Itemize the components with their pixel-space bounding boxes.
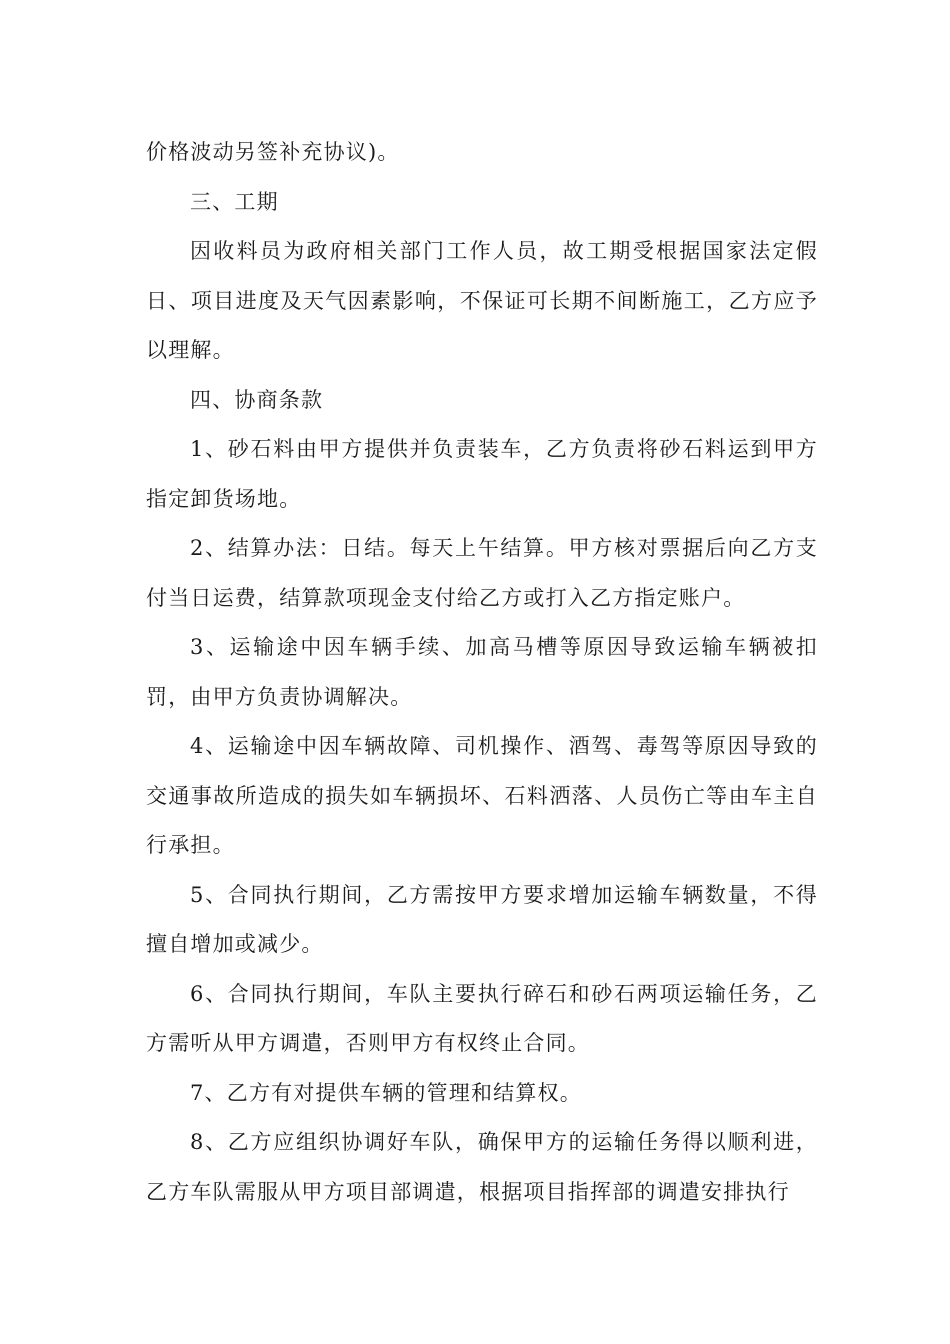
clause-3: 3、运输途中因车辆手续、加高马槽等原因导致运输车辆被扣罚，由甲方负责协调解决。 <box>146 635 818 709</box>
clause-8: 8、乙方应组织协调好车队，确保甲方的运输任务得以顺利进，乙方车队需服从甲方项目部调遣，根据项目指挥部的调遣安排执行 <box>146 1130 818 1204</box>
clause-5: 5、合同执行期间，乙方需按甲方要求增加运输车辆数量，不得擅自增加或减少。 <box>146 882 818 956</box>
paragraph-schedule: 因收料员为政府相关部门工作人员，故工期受根据国家法定假日、项目进度及天气因素影响，不保证可长期不间断施工，乙方应予以理解。 <box>146 239 818 362</box>
section-heading-schedule: 三、工期 <box>190 189 279 214</box>
document-page <box>146 128 818 1217</box>
clause-6: 6、合同执行期间，车队主要执行碎石和砂石两项运输任务，乙方需听从甲方调遣，否则甲方有权终止合同。 <box>146 981 818 1055</box>
clause-4: 4、运输途中因车辆故障、司机操作、酒驾、毒驾等原因导致的交通事故所造成的损失如车辆损坏、石料洒落、人员伤亡等由车主自行承担。 <box>146 734 818 857</box>
clause-7: 7、乙方有对提供车辆的管理和结算权。 <box>190 1080 582 1105</box>
clause-1: 1、砂石料由甲方提供并负责装车，乙方负责将砂石料运到甲方指定卸货场地。 <box>146 437 818 511</box>
section-heading-terms: 四、协商条款 <box>190 387 324 412</box>
clause-2: 2、结算办法：日结。每天上午结算。甲方核对票据后向乙方支付当日运费，结算款项现金支付给乙方或打入乙方指定账户。 <box>146 536 818 610</box>
paragraph-continuation: 价格波动另签补充协议)。 <box>146 140 400 164</box>
